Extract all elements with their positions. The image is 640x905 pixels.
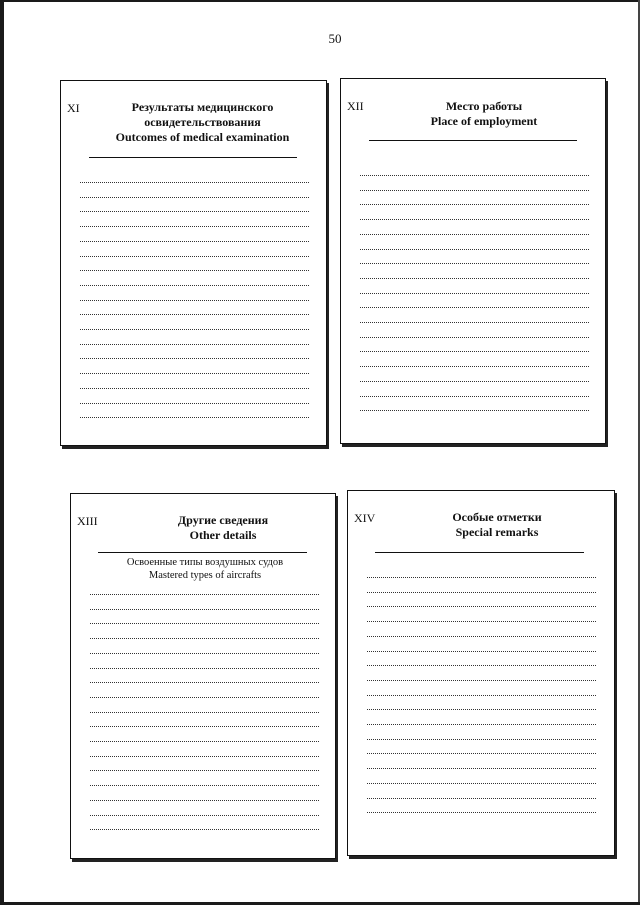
dotted-entry-line <box>90 682 319 683</box>
dotted-entry-line <box>80 197 309 198</box>
dotted-entry-line <box>90 594 319 595</box>
dotted-entry-line <box>80 226 309 227</box>
dotted-entry-line <box>90 638 319 639</box>
heading-rule <box>369 140 577 141</box>
dotted-entry-line <box>367 695 596 696</box>
dotted-entry-line <box>360 337 589 338</box>
dotted-entry-line <box>360 307 589 308</box>
section-heading <box>111 513 335 543</box>
dotted-entry-line <box>367 621 596 622</box>
dotted-entry-line <box>367 651 596 652</box>
dotted-entry-line <box>90 668 319 669</box>
dotted-entry-line <box>80 285 309 286</box>
panel-other-details <box>70 493 336 859</box>
section-heading <box>369 99 599 129</box>
dotted-entry-line <box>360 293 589 294</box>
heading-ru-line-1: Результаты медицинского <box>131 100 274 114</box>
dotted-entry-line <box>90 623 319 624</box>
dotted-entry-line <box>80 211 309 212</box>
dotted-entry-line <box>360 263 589 264</box>
dotted-entry-line <box>80 329 309 330</box>
dotted-entry-line <box>80 270 309 271</box>
dotted-entry-line <box>360 234 589 235</box>
dotted-entry-line <box>90 785 319 786</box>
dotted-entry-line <box>360 249 589 250</box>
dotted-entry-line <box>367 636 596 637</box>
dotted-entry-line <box>80 403 309 404</box>
heading-ru: Особые отметки <box>452 510 542 524</box>
dotted-entry-line <box>367 783 596 784</box>
dotted-entry-line <box>360 190 589 191</box>
heading-rule <box>98 552 307 553</box>
dotted-entry-line <box>80 417 309 418</box>
dotted-entry-line <box>360 410 589 411</box>
dotted-entry-line <box>80 241 309 242</box>
dotted-entry-line <box>90 829 319 830</box>
section-heading <box>81 100 324 145</box>
dotted-entry-line <box>367 812 596 813</box>
dotted-entry-line <box>90 800 319 801</box>
dotted-entry-line <box>80 182 309 183</box>
dotted-entry-line <box>367 709 596 710</box>
panel-special-remarks <box>347 490 615 856</box>
scan-border-top <box>0 0 640 2</box>
dotted-entry-line <box>90 697 319 698</box>
dotted-entry-line <box>360 396 589 397</box>
dotted-entry-line <box>360 366 589 367</box>
dotted-entry-line <box>360 381 589 382</box>
dotted-entry-line <box>80 300 309 301</box>
dotted-entry-line <box>90 815 319 816</box>
subheading-en: Mastered types of aircrafts <box>148 570 262 581</box>
heading-rule <box>89 157 297 158</box>
heading-en: Special remarks <box>455 525 539 539</box>
dotted-entry-line <box>80 358 309 359</box>
heading-en: Place of employment <box>430 114 538 128</box>
dotted-entry-line <box>360 322 589 323</box>
dotted-entry-line <box>367 753 596 754</box>
dotted-entry-line <box>367 798 596 799</box>
section-subheading <box>89 556 321 582</box>
dotted-entry-line <box>367 680 596 681</box>
panel-medical-examination <box>60 80 327 446</box>
page-number: 50 <box>328 31 342 46</box>
dotted-entry-line <box>80 388 309 389</box>
scan-border-left <box>0 0 4 905</box>
dotted-entry-line <box>360 351 589 352</box>
dotted-entry-line <box>360 175 589 176</box>
dotted-entry-line <box>367 739 596 740</box>
heading-ru-line-2: освидетельствования <box>144 115 261 129</box>
dotted-entry-line <box>367 665 596 666</box>
dotted-entry-line <box>360 278 589 279</box>
dotted-entry-line <box>90 726 319 727</box>
section-heading <box>382 510 612 540</box>
heading-rule <box>375 552 584 553</box>
heading-en: Other details <box>189 528 257 542</box>
heading-ru: Другие сведения <box>177 513 269 527</box>
dotted-entry-line <box>80 344 309 345</box>
dotted-entry-line <box>367 606 596 607</box>
dotted-entry-line <box>90 609 319 610</box>
subheading-ru: Освоенные типы воздушных судов <box>126 557 284 568</box>
dotted-entry-line <box>90 770 319 771</box>
dotted-entry-line <box>360 204 589 205</box>
dotted-entry-line <box>360 219 589 220</box>
section-numeral: XII <box>347 99 364 113</box>
dotted-entry-line <box>80 314 309 315</box>
section-numeral: XIV <box>354 511 376 525</box>
dotted-entry-line <box>90 756 319 757</box>
dotted-entry-line <box>80 256 309 257</box>
dotted-entry-line <box>90 741 319 742</box>
section-numeral: XI <box>67 101 80 115</box>
heading-en: Outcomes of medical examination <box>115 130 290 144</box>
dotted-entry-line <box>367 592 596 593</box>
heading-ru: Место работы <box>445 99 523 113</box>
dotted-entry-line <box>80 373 309 374</box>
dotted-entry-line <box>367 577 596 578</box>
dotted-entry-line <box>367 768 596 769</box>
dotted-entry-line <box>90 653 319 654</box>
dotted-entry-line <box>90 712 319 713</box>
panel-place-of-employment <box>340 78 606 444</box>
section-numeral: XIII <box>77 514 98 528</box>
dotted-entry-line <box>367 724 596 725</box>
